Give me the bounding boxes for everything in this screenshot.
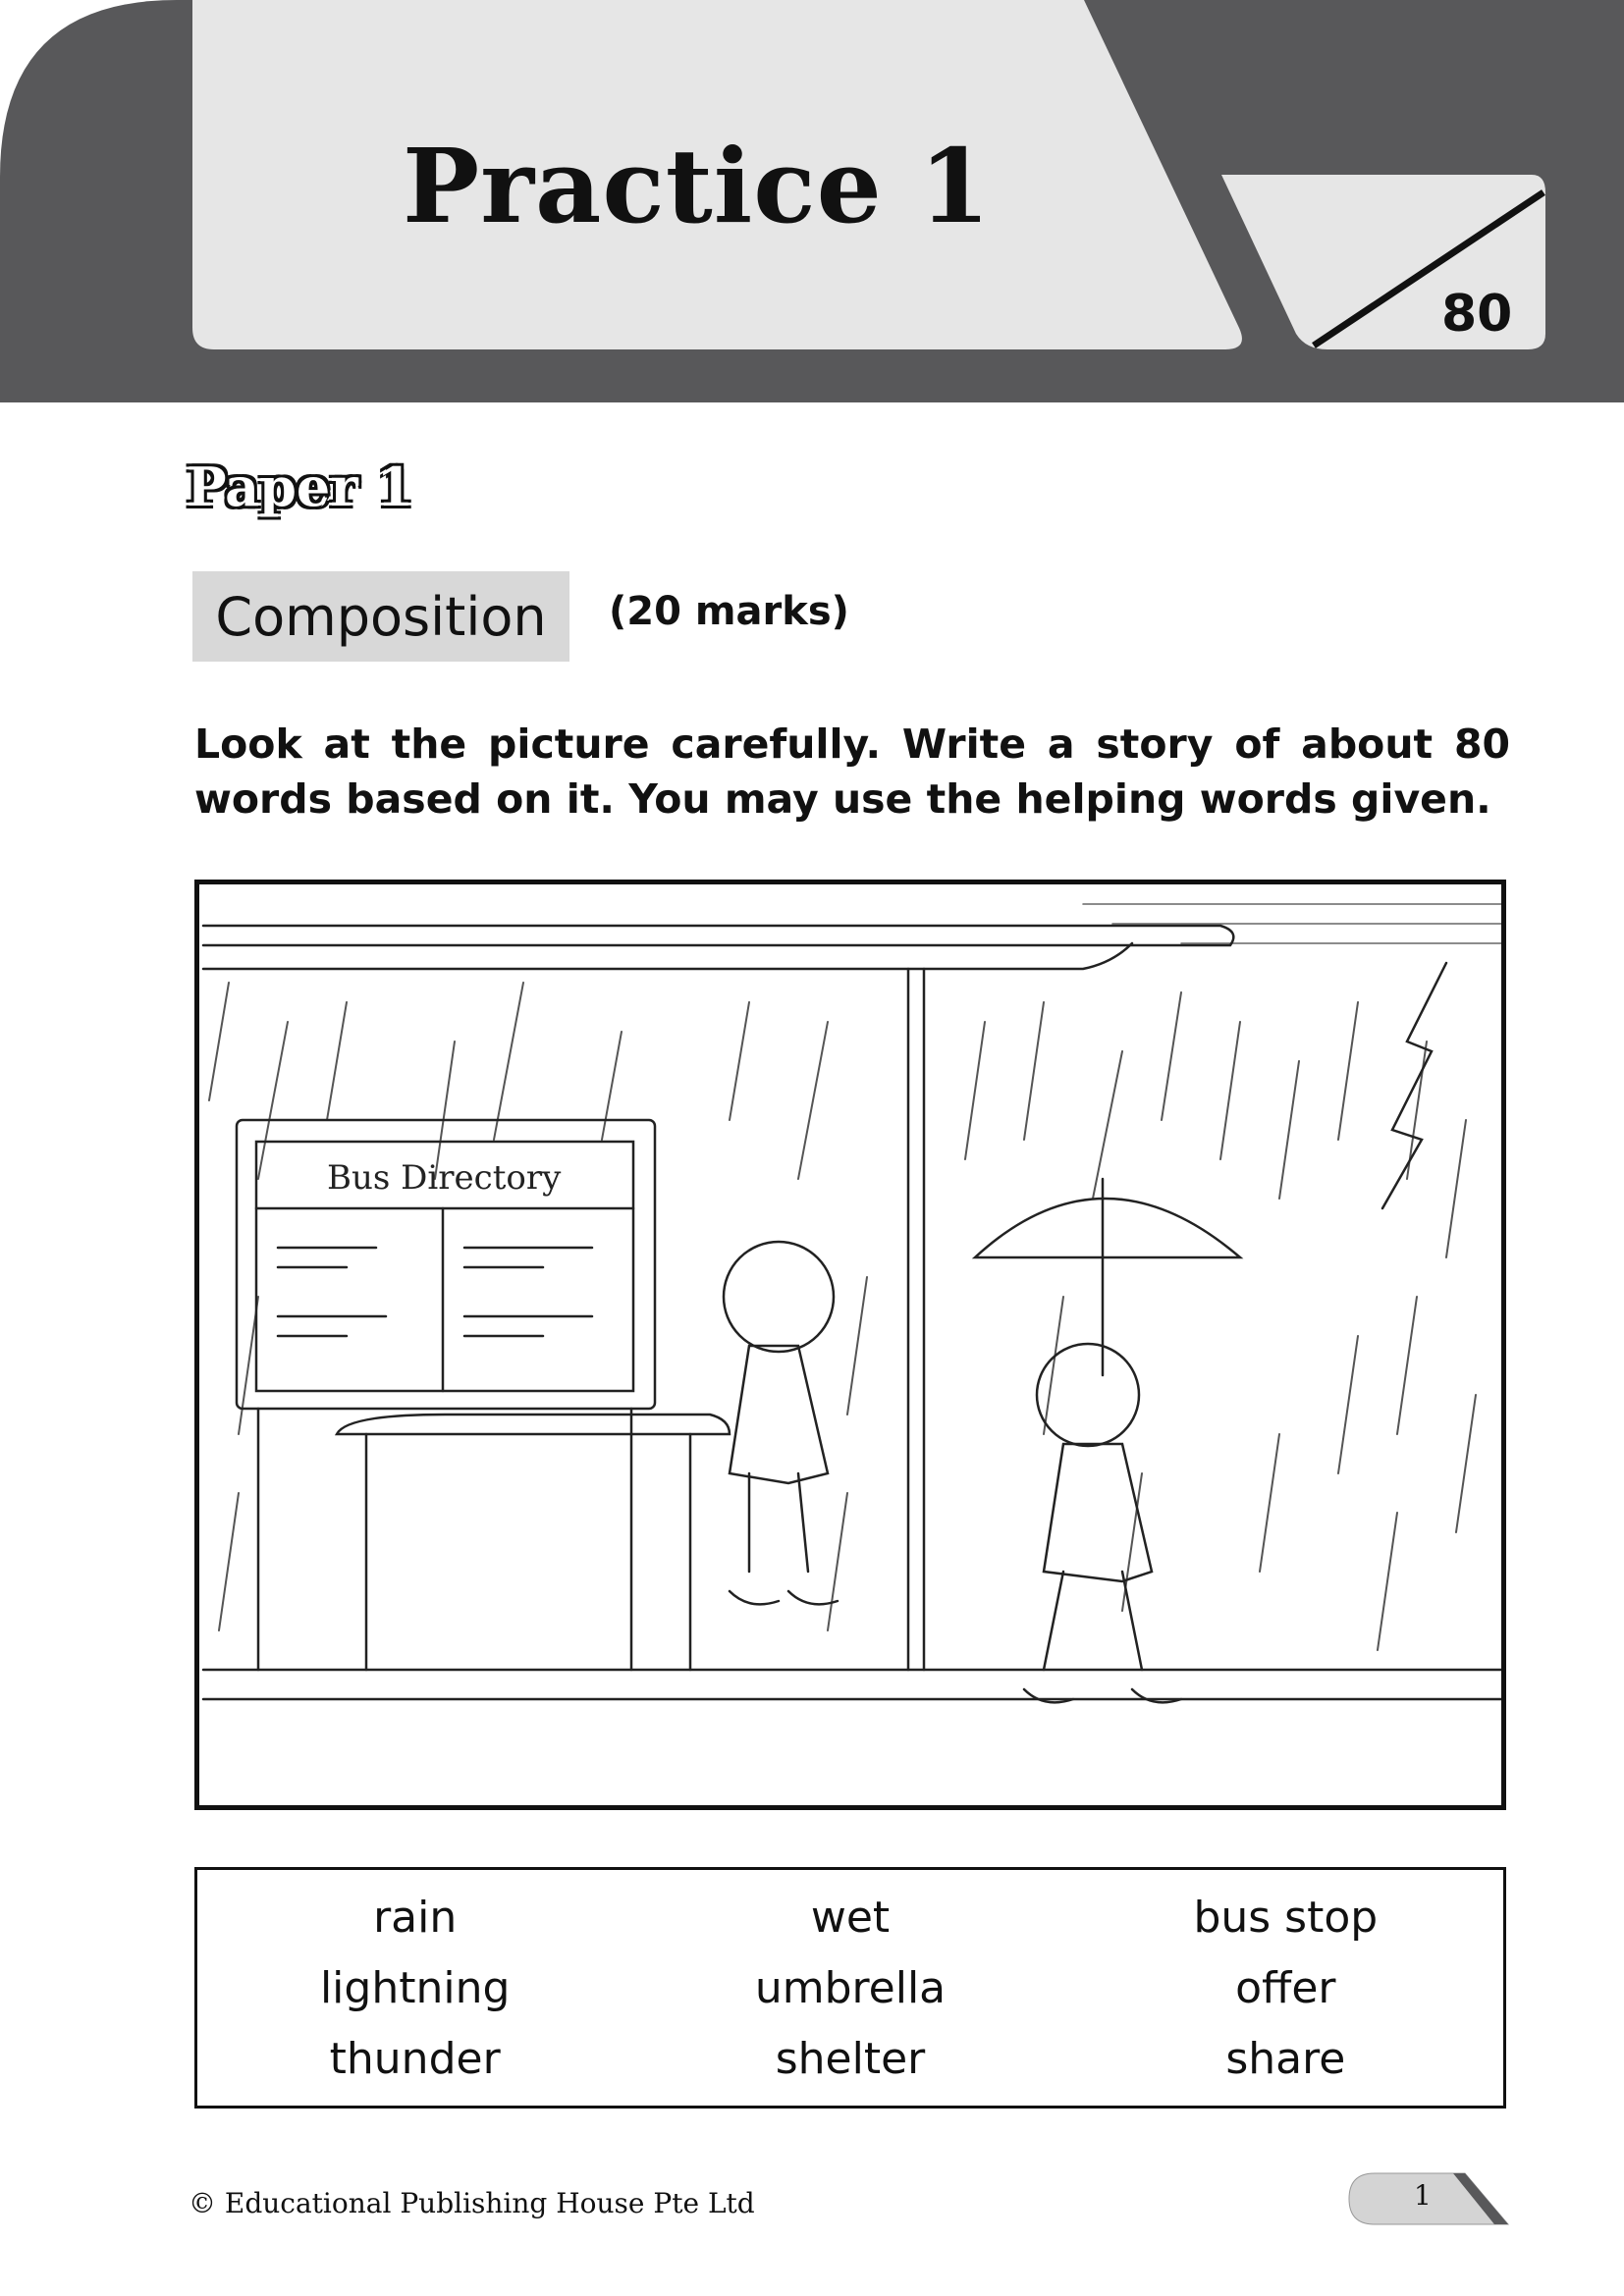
section-heading bbox=[192, 571, 569, 662]
copyright-text: © Educational Publishing House Pte Ltd bbox=[189, 2187, 755, 2219]
bus-directory-sign: Bus Directory bbox=[327, 1158, 562, 1198]
section-marks: (20 marks) bbox=[609, 589, 849, 634]
helping-words-box bbox=[194, 1867, 1506, 2109]
helping-word: umbrella bbox=[754, 1962, 947, 2013]
paper-word: Paper bbox=[187, 455, 358, 518]
helping-word: wet bbox=[810, 1892, 891, 1943]
section-label: Composition bbox=[215, 585, 547, 648]
instruction-text: Look at the picture carefully. Write a story of about 80 words based on it. You may use the helping words given. bbox=[194, 721, 1510, 823]
page-title: Practice 1 bbox=[403, 126, 992, 246]
helping-word: thunder bbox=[329, 2033, 501, 2084]
total-marks: 80 bbox=[1441, 285, 1513, 344]
helping-word: shelter bbox=[775, 2033, 926, 2084]
helping-word: lightning bbox=[319, 1962, 511, 2013]
paper-number: 1 bbox=[376, 455, 414, 518]
helping-word: offer bbox=[1235, 1962, 1336, 2013]
helping-word: share bbox=[1225, 2033, 1346, 2084]
paper-label bbox=[187, 455, 413, 518]
helping-word: rain bbox=[373, 1892, 458, 1943]
illustration-frame bbox=[194, 880, 1506, 1810]
bus-stop-illustration bbox=[199, 884, 1501, 1805]
page-number: 1 bbox=[1414, 2179, 1432, 2212]
helping-word: bus stop bbox=[1193, 1892, 1379, 1943]
